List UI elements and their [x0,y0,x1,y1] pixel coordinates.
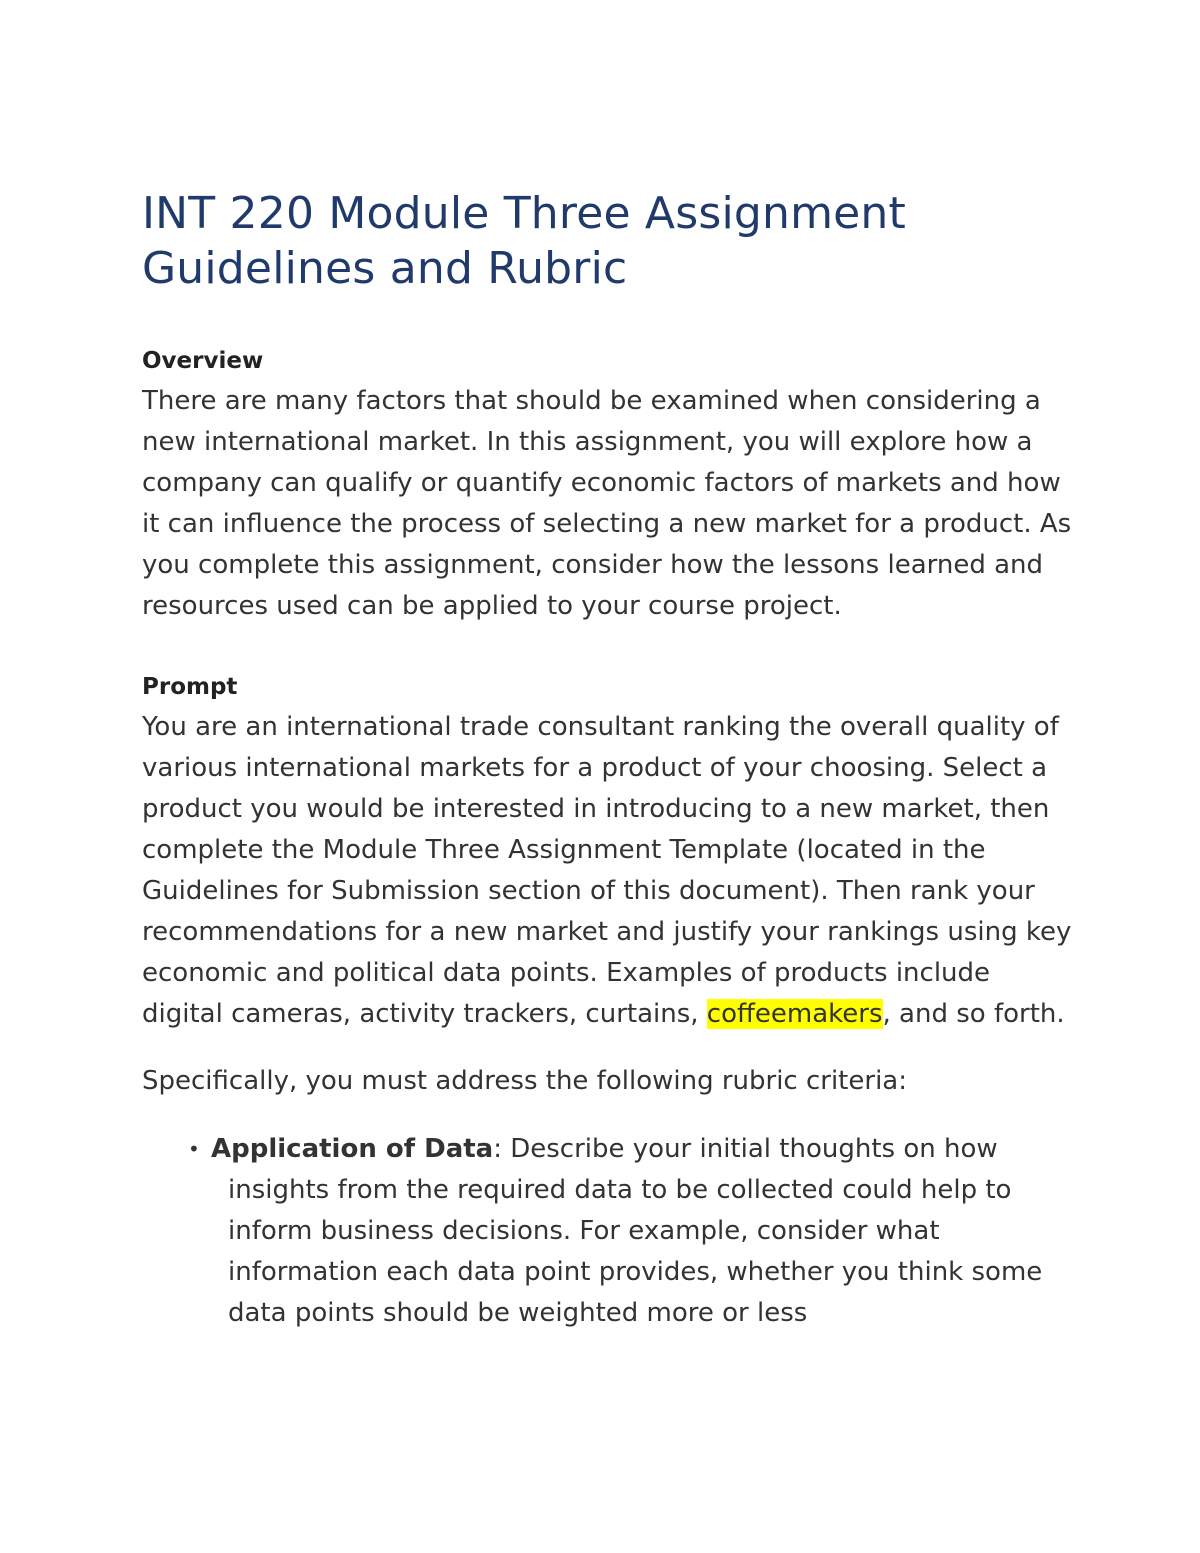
criteria-intro: Specifically, you must address the following rubric criteria: [142,1066,907,1096]
prompt-heading: Prompt [142,674,238,700]
criterion-separator: : [493,1134,502,1164]
criteria-list [142,1129,1072,1334]
prompt-text-end: , and so forth. [882,999,1065,1029]
prompt-section [142,672,1072,1035]
prompt-paragraph [142,707,1072,1035]
prompt-text-start: You are an international trade consultant ranking the overall quality of various international markets for a product of your choosing. Select a product you would be interested in introducing to a new market, then complete the Module Three Assignment Template (located in the Guidelines for Submission section of this document). Then rank your recommendations for a new market and justify your rankings using key economic and political data points. Examples of products include digital cameras, activity trackers, curtains, [142,712,1072,1029]
overview-section [142,346,1072,627]
document-page [142,186,1072,1334]
list-item [142,1129,1072,1334]
overview-paragraph: There are many factors that should be examined when considering a new international market. In this assignment, you will explore how a company can qualify or quantify economic factors of markets and how it can influence the process of selecting a new market for a product. As you complete this assignment, consider how the lessons learned and resources used can be applied to your course project. [142,386,1072,621]
highlighted-word: coffeemakers [706,999,883,1029]
document-title: INT 220 Module Three Assignment Guidelines and Rubric [142,188,906,294]
criterion-text: Describe your initial thoughts on how insights from the required data to be collected could help to inform business decisions. For example, consider what information each data point provides, whether you think some data points should be weighted more or less [228,1134,1043,1328]
overview-heading: Overview [142,348,264,374]
bullet-icon: • [188,1137,200,1161]
criterion-name: Application of Data [211,1134,494,1164]
